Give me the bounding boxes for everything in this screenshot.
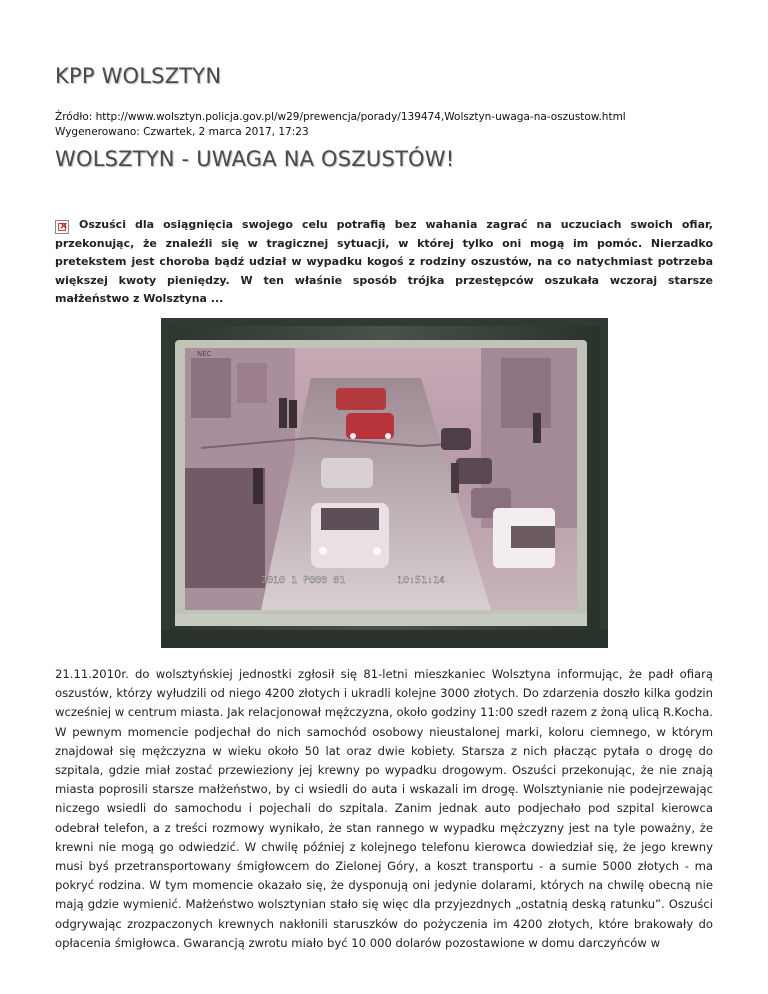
cctv-timestamp-right: 10:51:14 xyxy=(397,575,446,586)
article-body: 21.11.2010r. do wolsztyńskiej jednostki zgłosił się 81-letni mieszkaniec Wolsztyna informując, że padł ofiarą oszustów, którzy wyłudzili od niego 4200 złotych i ukradli kolejne 3000 złotych. Do zdarzenia doszło kilka godzin wcześniej w centrum miasta. Jak relacjonował mężczyzna, około godziny 11:00 szedł razem z żoną ulicą R.Kocha. W pewnym momencie podjechał do nich samochód osobowy nieustalonej marki, koloru ciemnego, w którym znajdował się mężczyzna w wieku około 50 lat oraz dwie kobiety. Starsza z nich płacząc pytała o drogę do szpitala, gdzie miał zostać przewieziony jej krewny po wypadku drogowym. Oszuści przekonując, że nie znają miasta poprosili starsze małżeństwo, by ci wsiedli do auta i wskazali im drogę. Wolsztynianie nie podejrzewając niczego wsiedli do samochodu i pojechali do szpitala. Zanim jednak auto podjechało pod szpital kierowca odebrał telefon, a z treści rozmowy wynikało, że stan rannego w wypadku mężczyzny jest na tyle poważny, że krewni nie mogą go odwiedzić. W chwilę później z kolejnego telefonu kierowca dowiedział się, że jego krewny musi byś przetransportowany śmigłowcem do Zielonej Góry, a koszt transportu - a sumie 5000 złotych - ma pokryć rodzina. W tym momencie okazało się, że dysponują oni jedynie dolarami, których na chwilę obecną nie mają gdzie wymienić. Małżeństwo wolsztynian stało się więc dla przyjezdnych „ostatnią deską ratunku”. Oszuści odgrywając zrozpaczonych krewnych nakłonili staruszków do pożyczenia im 4200 złotych, które brakowały do opłacenia śmigłowca. Gwarancją zwrotu miało być 10 000 dolarów pozostawione w domu darczyńców w xyxy=(55,667,713,950)
cctv-monitor-image xyxy=(161,318,608,648)
article-lead: Oszuści dla osiągnięcia swojego celu potrafią bez wahania zagrać na uczuciach swoich ofiar, przekonując, że znaleźli się w tragicznej sytuacji, w której tylko oni mogą im pomóc. Nierzadko pretekstem jest choroba bądź udział w wypadku kogoś z rodziny oszustów, na co natychmiast potrzeba większej kwoty pieniędzy. W ten właśnie sposób trójka przestępców oszukała wczoraj starsze małżeństwo z Wolsztyna ... xyxy=(55,218,713,305)
monitor-brand: NEC xyxy=(197,350,212,358)
cctv-timestamp-left: 2010 1 P000 01 xyxy=(261,575,346,586)
site-title: KPP WOLSZTYN xyxy=(55,64,222,88)
source-url: Źródło: http://www.wolsztyn.policja.gov.pl/w29/prewencja/porady/139474,Wolsztyn-uwaga-na-oszustow.html xyxy=(55,111,626,123)
generated-date: Wygenerowano: Czwartek, 2 marca 2017, 17:23 xyxy=(55,126,309,138)
cctv-monitor-photo xyxy=(161,318,608,648)
document-meta xyxy=(55,110,626,140)
article-title: WOLSZTYN - UWAGA NA OSZUSTÓW! xyxy=(55,147,455,171)
